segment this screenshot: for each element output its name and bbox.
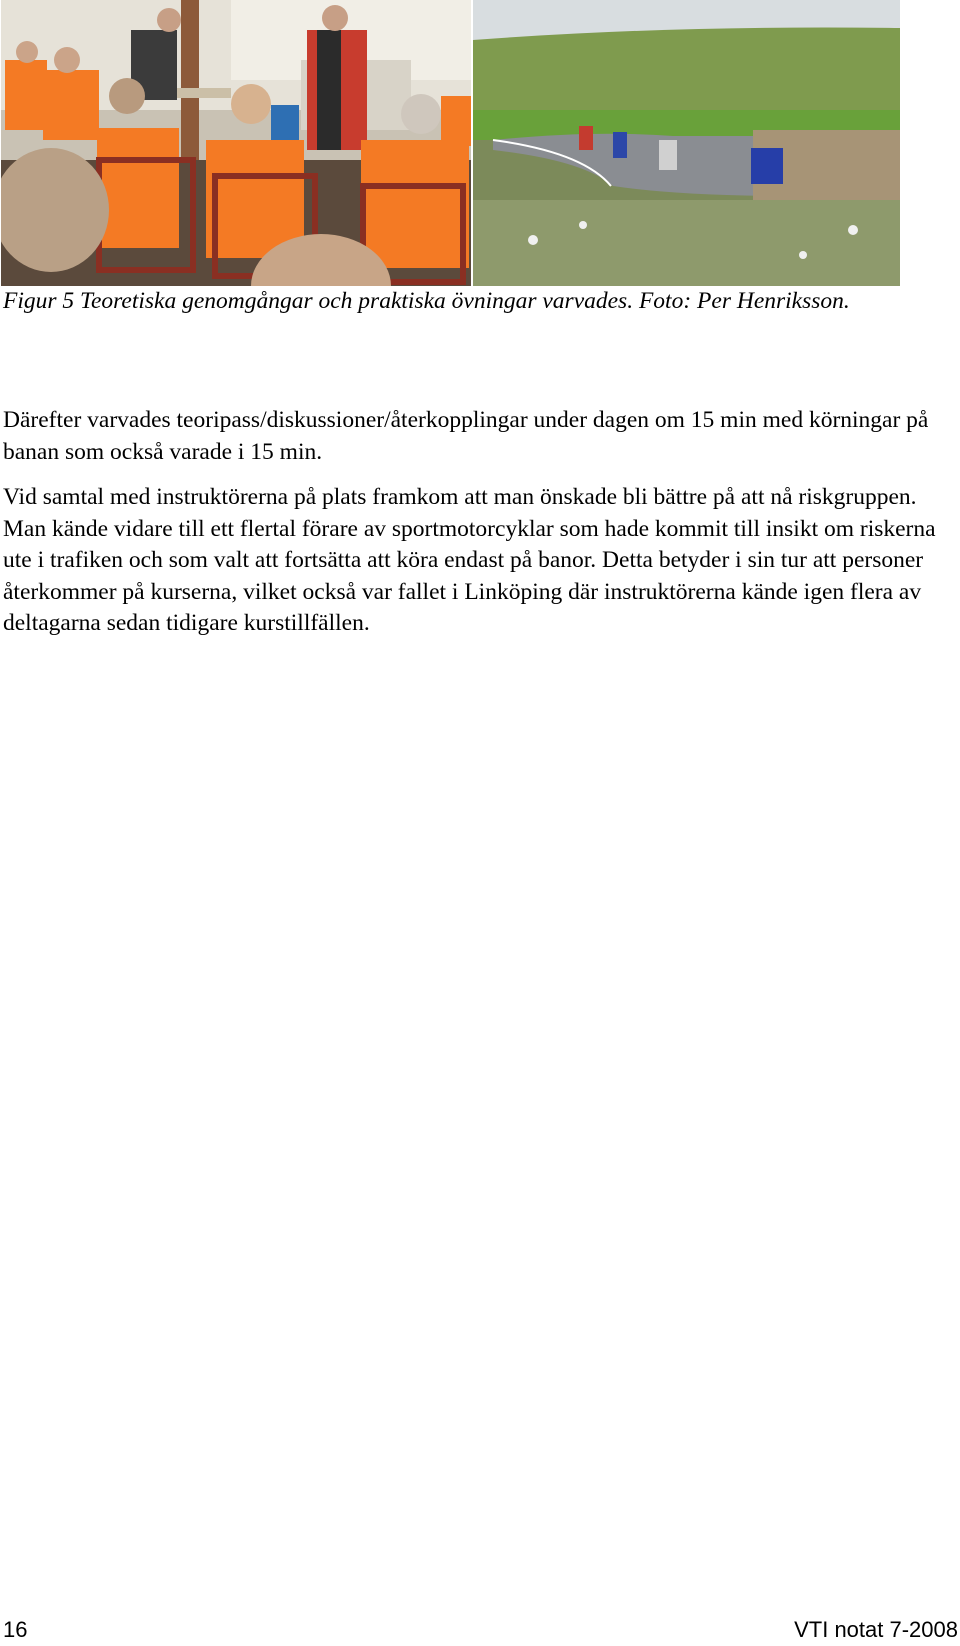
document-reference: VTI notat 7-2008 — [794, 1617, 958, 1642]
body-paragraph: Vid samtal med instruktörerna på plats framkom att man önskade bli bättre på att nå riskgruppen. Man kände vidare till ett flertal förare av sportmotorcyklar som hade kommit till insikt om riskerna ute i trafiken och som valt att fortsätta att köra endast på banor. Detta betyder i sin tur att personer återkommer på kurserna, vilket också var fallet i Linköping där instruktörerna kände igen flera av deltagarna sedan tidigare kurstillfällen. — [3, 484, 936, 636]
page-number: 16 — [3, 1617, 28, 1642]
track-photo — [473, 0, 900, 286]
figure-photos — [1, 0, 900, 286]
classroom-photo — [1, 0, 471, 286]
figure-caption: Figur 5 Teoretiska genomgångar och praktiska övningar varvades. Foto: Per Henriksson. — [3, 288, 850, 314]
body-paragraph: Därefter varvades teoripass/diskussioner/återkopplingar under dagen om 15 min med körningar på banan som också varade i 15 min. — [3, 407, 929, 465]
